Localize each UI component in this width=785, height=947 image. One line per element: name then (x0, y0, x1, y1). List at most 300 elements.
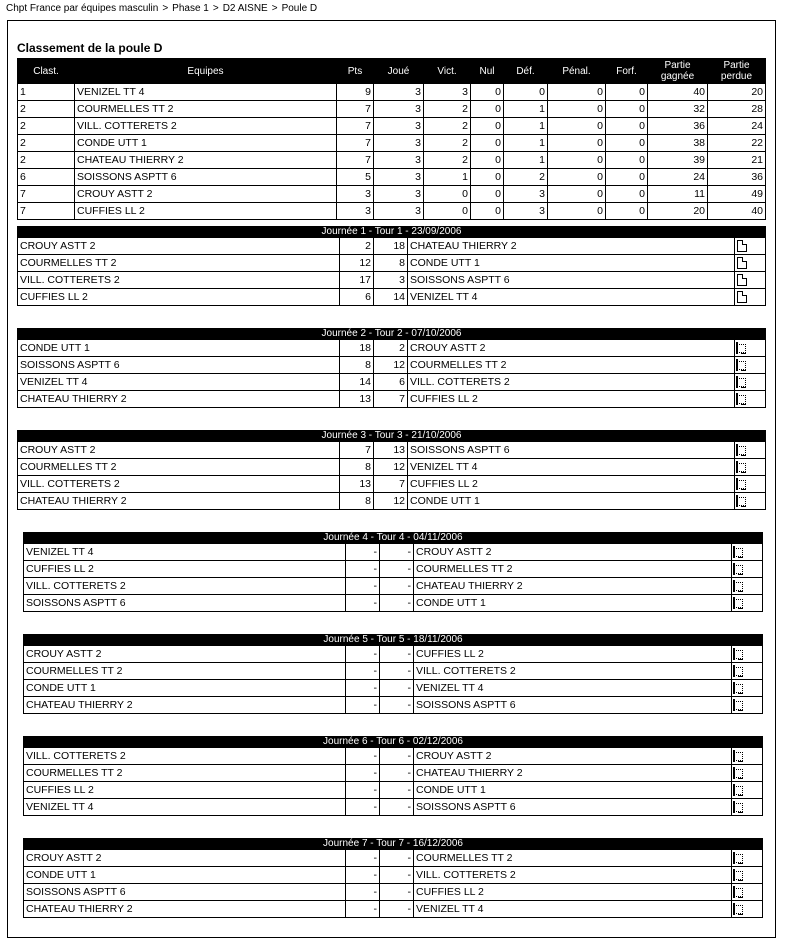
team-name[interactable]: CHATEAU THIERRY 2 (75, 152, 337, 169)
away-team[interactable]: CONDE UTT 1 (414, 782, 732, 799)
match-action-cell[interactable] (732, 680, 763, 697)
standings-cell: 3 (374, 135, 424, 152)
edit-icon[interactable] (736, 359, 747, 371)
home-score: 14 (340, 374, 374, 391)
match-row (18, 255, 766, 272)
home-team[interactable]: VILL. COTTERETS 2 (18, 272, 340, 289)
standings-cell: 21 (708, 152, 766, 169)
away-score: 13 (374, 442, 408, 459)
away-team[interactable]: VENIZEL TT 4 (408, 459, 735, 476)
round-title: Journée 4 - Tour 4 - 04/11/2006 (23, 532, 763, 543)
away-score: 18 (374, 238, 408, 255)
standings-cell: 0 (424, 186, 471, 203)
round-title: Journée 5 - Tour 5 - 18/11/2006 (23, 634, 763, 645)
away-score: - (380, 697, 414, 714)
standings-cell: 7 (18, 203, 75, 220)
team-name[interactable]: VENIZEL TT 4 (75, 84, 337, 101)
away-score: - (380, 799, 414, 816)
home-team[interactable]: CUFFIES LL 2 (24, 782, 346, 799)
home-score: 2 (340, 238, 374, 255)
away-score: 7 (374, 476, 408, 493)
away-team[interactable]: CUFFIES LL 2 (408, 391, 735, 408)
home-team[interactable]: COURMELLES TT 2 (18, 459, 340, 476)
breadcrumb-item[interactable]: Phase 1 (172, 3, 209, 14)
breadcrumb-item[interactable]: D2 AISNE (222, 3, 268, 14)
home-team[interactable]: CUFFIES LL 2 (18, 289, 340, 306)
standings-cell: 11 (648, 186, 708, 203)
match-action-cell[interactable] (732, 799, 763, 816)
home-score: - (346, 782, 380, 799)
standings-cell: 2 (424, 135, 471, 152)
standings-cell: 20 (648, 203, 708, 220)
breadcrumb-separator: > (212, 3, 219, 14)
standings-cell: 0 (606, 186, 648, 203)
standings-header-cell: Equipes (75, 59, 337, 84)
away-team[interactable]: CROUY ASTT 2 (414, 748, 732, 765)
standings-cell: 0 (606, 169, 648, 186)
away-team[interactable]: CROUY ASTT 2 (408, 340, 735, 357)
edit-icon[interactable] (733, 699, 744, 711)
match-action-cell[interactable] (732, 884, 763, 901)
standings-cell: 7 (337, 152, 374, 169)
home-team[interactable]: CROUY ASTT 2 (18, 442, 340, 459)
standings-cell: 3 (374, 203, 424, 220)
match-action-cell[interactable] (735, 289, 766, 306)
edit-icon[interactable] (736, 376, 747, 388)
home-team[interactable]: SOISSONS ASPTT 6 (24, 595, 346, 612)
standings-cell: 0 (471, 152, 504, 169)
match-action-cell[interactable] (732, 850, 763, 867)
away-team[interactable]: CONDE UTT 1 (408, 493, 735, 510)
standings-cell: 36 (708, 169, 766, 186)
home-team[interactable]: SOISSONS ASPTT 6 (24, 884, 346, 901)
home-score: - (346, 595, 380, 612)
standings-cell: 2 (18, 101, 75, 118)
standings-header-cell: Partie gagnée (648, 59, 708, 84)
away-team[interactable]: COURMELLES TT 2 (414, 850, 732, 867)
team-name[interactable]: COURMELLES TT 2 (75, 101, 337, 118)
away-team[interactable]: CUFFIES LL 2 (414, 646, 732, 663)
standings-cell: 0 (606, 118, 648, 135)
standings-cell: 36 (648, 118, 708, 135)
document-icon[interactable] (737, 291, 747, 303)
home-score: 8 (340, 459, 374, 476)
match-action-cell[interactable] (735, 238, 766, 255)
match-row (24, 748, 763, 765)
home-team[interactable]: VILL. COTTERETS 2 (24, 578, 346, 595)
breadcrumb-item[interactable]: Chpt France par équipes masculin (6, 3, 159, 14)
match-action-cell[interactable] (735, 272, 766, 289)
away-team[interactable]: VENIZEL TT 4 (408, 289, 735, 306)
standings-cell: 7 (337, 118, 374, 135)
away-team[interactable]: COURMELLES TT 2 (408, 357, 735, 374)
standings-cell: 24 (648, 169, 708, 186)
home-team[interactable]: CONDE UTT 1 (24, 867, 346, 884)
match-action-cell[interactable] (732, 561, 763, 578)
match-action-cell[interactable] (732, 782, 763, 799)
standings-cell: 0 (606, 203, 648, 220)
edit-icon[interactable] (733, 648, 744, 660)
breadcrumb (6, 3, 317, 14)
edit-icon[interactable] (733, 903, 744, 915)
away-score: - (380, 561, 414, 578)
match-row (18, 272, 766, 289)
away-score: - (380, 884, 414, 901)
standings-cell: 3 (374, 186, 424, 203)
match-row (24, 697, 763, 714)
edit-icon[interactable] (733, 546, 744, 558)
home-team[interactable]: CHATEAU THIERRY 2 (24, 697, 346, 714)
away-score: - (380, 578, 414, 595)
standings-cell: 7 (337, 101, 374, 118)
standings-cell: 3 (374, 169, 424, 186)
standings-row (18, 203, 766, 220)
standings-cell: 0 (471, 203, 504, 220)
away-team[interactable]: VENIZEL TT 4 (414, 680, 732, 697)
match-row (18, 442, 766, 459)
match-row (24, 663, 763, 680)
round-table (23, 838, 763, 918)
home-team[interactable]: VENIZEL TT 4 (18, 374, 340, 391)
away-score: 6 (374, 374, 408, 391)
home-team[interactable]: CROUY ASTT 2 (18, 238, 340, 255)
match-action-cell[interactable] (732, 595, 763, 612)
match-row (18, 340, 766, 357)
match-row (24, 595, 763, 612)
standings-cell: 1 (18, 84, 75, 101)
standings-row (18, 152, 766, 169)
home-score: - (346, 884, 380, 901)
standings-cell: 28 (708, 101, 766, 118)
standings-row (18, 135, 766, 152)
match-row (24, 646, 763, 663)
match-row (18, 374, 766, 391)
team-name[interactable]: VILL. COTTERETS 2 (75, 118, 337, 135)
standings-cell: 0 (548, 152, 606, 169)
match-action-cell[interactable] (732, 663, 763, 680)
home-team[interactable]: COURMELLES TT 2 (18, 255, 340, 272)
round-table (23, 634, 763, 714)
standings-cell: 7 (18, 186, 75, 203)
match-action-cell[interactable] (732, 867, 763, 884)
standings-table (17, 58, 766, 220)
match-action-cell[interactable] (735, 255, 766, 272)
edit-icon[interactable] (736, 444, 747, 456)
match-action-cell[interactable] (732, 578, 763, 595)
home-score: 13 (340, 391, 374, 408)
away-team[interactable]: SOISSONS ASPTT 6 (408, 272, 735, 289)
edit-icon[interactable] (736, 461, 747, 473)
home-score: - (346, 697, 380, 714)
match-action-cell[interactable] (732, 697, 763, 714)
match-row (18, 459, 766, 476)
home-team[interactable]: CUFFIES LL 2 (24, 561, 346, 578)
away-team[interactable]: CONDE UTT 1 (408, 255, 735, 272)
home-team[interactable]: VILL. COTTERETS 2 (18, 476, 340, 493)
standings-row (18, 186, 766, 203)
standings-cell: 0 (548, 84, 606, 101)
home-team[interactable]: CROUY ASTT 2 (24, 646, 346, 663)
home-team[interactable]: VILL. COTTERETS 2 (24, 748, 346, 765)
away-team[interactable]: VENIZEL TT 4 (414, 901, 732, 918)
round-table (17, 328, 766, 408)
standings-cell: 2 (18, 118, 75, 135)
away-team[interactable]: SOISSONS ASPTT 6 (414, 799, 732, 816)
match-row (24, 782, 763, 799)
home-score: - (346, 561, 380, 578)
standings-cell: 0 (606, 101, 648, 118)
standings-cell: 0 (548, 186, 606, 203)
standings-cell: 0 (548, 135, 606, 152)
standings-cell: 0 (471, 169, 504, 186)
away-team[interactable]: COURMELLES TT 2 (414, 561, 732, 578)
standings-cell: 0 (471, 84, 504, 101)
team-name[interactable]: CUFFIES LL 2 (75, 203, 337, 220)
standings-cell: 1 (504, 101, 548, 118)
away-score: 12 (374, 357, 408, 374)
home-score: - (346, 748, 380, 765)
edit-icon[interactable] (733, 767, 744, 779)
home-team[interactable]: COURMELLES TT 2 (24, 663, 346, 680)
standings-row (18, 118, 766, 135)
home-team[interactable]: SOISSONS ASPTT 6 (18, 357, 340, 374)
home-team[interactable]: CROUY ASTT 2 (24, 850, 346, 867)
home-score: - (346, 663, 380, 680)
standings-cell: 3 (504, 203, 548, 220)
home-team[interactable]: COURMELLES TT 2 (24, 765, 346, 782)
standings-cell: 0 (471, 118, 504, 135)
edit-icon[interactable] (736, 495, 747, 507)
match-row (18, 289, 766, 306)
standings-cell: 0 (424, 203, 471, 220)
round-title: Journée 2 - Tour 2 - 07/10/2006 (17, 328, 766, 339)
standings-header-cell: Nul (471, 59, 504, 84)
standings-cell: 0 (548, 169, 606, 186)
standings-cell: 2 (504, 169, 548, 186)
edit-icon[interactable] (733, 869, 744, 881)
standings-cell: 0 (548, 101, 606, 118)
round-table (23, 532, 763, 612)
edit-icon[interactable] (733, 665, 744, 677)
away-score: - (380, 748, 414, 765)
standings-header-cell: Forf. (606, 59, 648, 84)
away-score: - (380, 680, 414, 697)
standings-cell: 3 (374, 101, 424, 118)
team-name[interactable]: CROUY ASTT 2 (75, 186, 337, 203)
away-score: - (380, 595, 414, 612)
standings-row (18, 84, 766, 101)
standings-cell: 39 (648, 152, 708, 169)
match-row (24, 867, 763, 884)
standings-header-cell: Partie perdue (708, 59, 766, 84)
document-icon[interactable] (737, 274, 747, 286)
standings-cell: 49 (708, 186, 766, 203)
edit-icon[interactable] (733, 852, 744, 864)
away-team[interactable]: VILL. COTTERETS 2 (414, 867, 732, 884)
edit-icon[interactable] (736, 342, 747, 354)
standings-row (18, 101, 766, 118)
standings-cell: 2 (424, 118, 471, 135)
round-title: Journée 7 - Tour 7 - 16/12/2006 (23, 838, 763, 849)
home-team[interactable]: VENIZEL TT 4 (24, 799, 346, 816)
standings-cell: 0 (548, 118, 606, 135)
match-row (24, 561, 763, 578)
away-team[interactable]: CROUY ASTT 2 (414, 544, 732, 561)
edit-icon[interactable] (733, 682, 744, 694)
away-score: 8 (374, 255, 408, 272)
match-action-cell[interactable] (735, 442, 766, 459)
match-action-cell[interactable] (732, 748, 763, 765)
match-row (18, 493, 766, 510)
home-score: - (346, 850, 380, 867)
standings-row (18, 169, 766, 186)
standings-cell: 0 (471, 101, 504, 118)
standings-cell: 22 (708, 135, 766, 152)
match-row (24, 765, 763, 782)
match-action-cell[interactable] (735, 340, 766, 357)
away-team[interactable]: CHATEAU THIERRY 2 (414, 765, 732, 782)
standings-cell: 20 (708, 84, 766, 101)
away-team[interactable]: CHATEAU THIERRY 2 (408, 238, 735, 255)
home-score: - (346, 646, 380, 663)
away-score: 2 (374, 340, 408, 357)
edit-icon[interactable] (736, 393, 747, 405)
round-table (17, 226, 766, 306)
away-team[interactable]: CUFFIES LL 2 (414, 884, 732, 901)
away-score: 7 (374, 391, 408, 408)
standings-cell: 0 (548, 203, 606, 220)
standings-cell: 0 (606, 152, 648, 169)
standings-cell: 1 (504, 152, 548, 169)
match-row (24, 901, 763, 918)
round-table (23, 736, 763, 816)
standings-cell: 2 (18, 135, 75, 152)
edit-icon[interactable] (733, 750, 744, 762)
home-score: - (346, 799, 380, 816)
standings-cell: 9 (337, 84, 374, 101)
standings-cell: 3 (374, 118, 424, 135)
round-title: Journée 6 - Tour 6 - 02/12/2006 (23, 736, 763, 747)
breadcrumb-separator: > (162, 3, 169, 14)
breadcrumb-item[interactable]: Poule D (281, 3, 318, 14)
standings-header-cell: Déf. (504, 59, 548, 84)
document-icon[interactable] (737, 240, 747, 252)
away-score: - (380, 782, 414, 799)
standings-cell: 5 (337, 169, 374, 186)
home-score: 12 (340, 255, 374, 272)
away-team[interactable]: SOISSONS ASPTT 6 (414, 697, 732, 714)
match-action-cell[interactable] (735, 391, 766, 408)
home-score: 7 (340, 442, 374, 459)
edit-icon[interactable] (733, 801, 744, 813)
match-action-cell[interactable] (732, 646, 763, 663)
match-row (24, 680, 763, 697)
away-team[interactable]: VILL. COTTERETS 2 (414, 663, 732, 680)
standings-cell: 3 (374, 84, 424, 101)
away-score: - (380, 544, 414, 561)
match-row (24, 850, 763, 867)
home-team[interactable]: CHATEAU THIERRY 2 (24, 901, 346, 918)
standings-cell: 6 (18, 169, 75, 186)
standings-cell: 2 (424, 101, 471, 118)
standings-cell: 1 (504, 135, 548, 152)
match-row (18, 357, 766, 374)
home-team[interactable]: CONDE UTT 1 (24, 680, 346, 697)
standings-header-row (18, 59, 766, 84)
match-action-cell[interactable] (735, 459, 766, 476)
match-action-cell[interactable] (732, 901, 763, 918)
edit-icon[interactable] (733, 886, 744, 898)
match-row (18, 391, 766, 408)
home-score: - (346, 901, 380, 918)
match-action-cell[interactable] (732, 544, 763, 561)
standings-cell: 1 (424, 169, 471, 186)
match-action-cell[interactable] (735, 374, 766, 391)
home-team[interactable]: CHATEAU THIERRY 2 (18, 493, 340, 510)
standings-cell: 7 (337, 135, 374, 152)
home-score: - (346, 867, 380, 884)
away-team[interactable]: CHATEAU THIERRY 2 (414, 578, 732, 595)
standings-title: Classement de la poule D (17, 41, 163, 55)
standings-header-cell: Pénal. (548, 59, 606, 84)
edit-icon[interactable] (736, 478, 747, 490)
home-score: 8 (340, 357, 374, 374)
round-title: Journée 3 - Tour 3 - 21/10/2006 (17, 430, 766, 441)
edit-icon[interactable] (733, 597, 744, 609)
edit-icon[interactable] (733, 784, 744, 796)
edit-icon[interactable] (733, 580, 744, 592)
away-score: - (380, 646, 414, 663)
match-action-cell[interactable] (735, 493, 766, 510)
standings-cell: 3 (504, 186, 548, 203)
away-score: - (380, 663, 414, 680)
home-team[interactable]: CONDE UTT 1 (18, 340, 340, 357)
standings-cell: 32 (648, 101, 708, 118)
document-icon[interactable] (737, 257, 747, 269)
away-team[interactable]: CUFFIES LL 2 (408, 476, 735, 493)
home-team[interactable]: VENIZEL TT 4 (24, 544, 346, 561)
home-score: 6 (340, 289, 374, 306)
standings-cell: 0 (606, 135, 648, 152)
standings-cell: 3 (337, 203, 374, 220)
breadcrumb-separator: > (271, 3, 278, 14)
match-action-cell[interactable] (735, 357, 766, 374)
away-team[interactable]: VILL. COTTERETS 2 (408, 374, 735, 391)
round-table (17, 430, 766, 510)
home-score: - (346, 765, 380, 782)
standings-cell: 40 (648, 84, 708, 101)
match-row (18, 476, 766, 493)
standings-cell: 0 (606, 84, 648, 101)
edit-icon[interactable] (733, 563, 744, 575)
team-name[interactable]: CONDE UTT 1 (75, 135, 337, 152)
home-score: 18 (340, 340, 374, 357)
standings-header-cell: Joué (374, 59, 424, 84)
standings-cell: 3 (337, 186, 374, 203)
match-row (18, 238, 766, 255)
home-score: - (346, 544, 380, 561)
standings-cell: 38 (648, 135, 708, 152)
match-action-cell[interactable] (732, 765, 763, 782)
away-team[interactable]: SOISSONS ASPTT 6 (408, 442, 735, 459)
home-team[interactable]: CHATEAU THIERRY 2 (18, 391, 340, 408)
home-score: 13 (340, 476, 374, 493)
away-team[interactable]: CONDE UTT 1 (414, 595, 732, 612)
team-name[interactable]: SOISSONS ASPTT 6 (75, 169, 337, 186)
home-score: - (346, 578, 380, 595)
standings-header-cell: Pts (337, 59, 374, 84)
match-action-cell[interactable] (735, 476, 766, 493)
